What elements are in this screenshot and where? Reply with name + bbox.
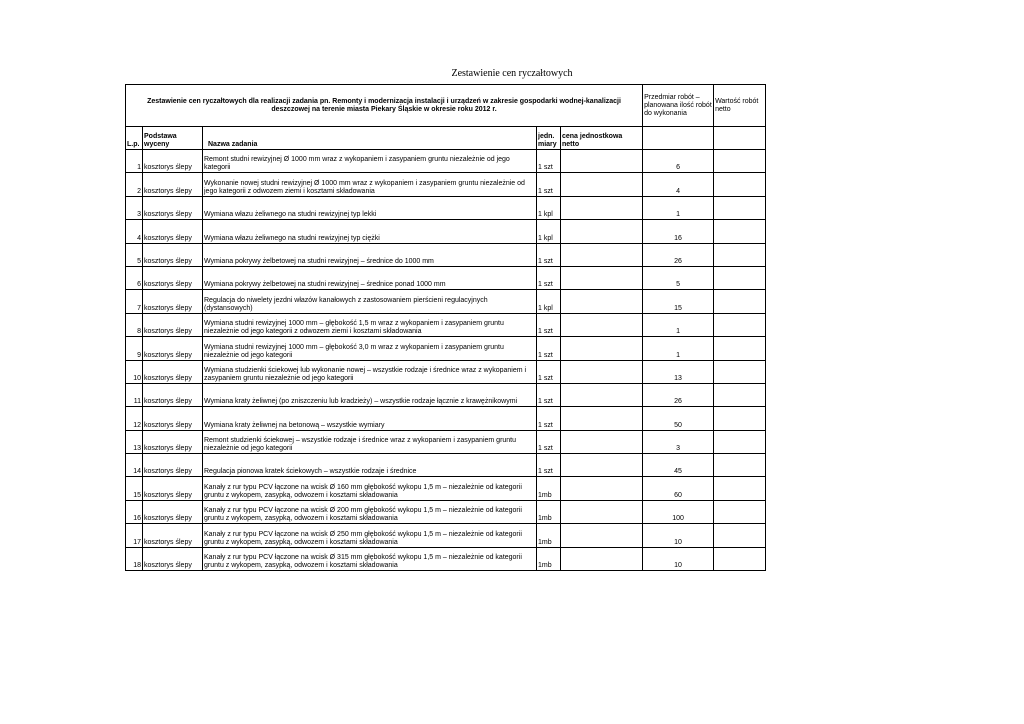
table-row	[126, 383, 766, 406]
row-quantity: 26	[643, 383, 714, 406]
row-lp: 3	[126, 196, 143, 219]
table-row	[126, 243, 766, 266]
row-unit-price	[561, 196, 643, 219]
header-planned-quantity: Przedmiar robót – planowana ilość robót do wykonania	[643, 85, 714, 127]
table-row	[126, 454, 766, 477]
row-unit-price	[561, 430, 643, 453]
col-unit: jedn. miary	[537, 127, 561, 150]
row-lp: 2	[126, 173, 143, 196]
row-unit: 1 szt	[537, 337, 561, 360]
row-net-value	[714, 477, 766, 500]
table-row	[126, 500, 766, 523]
row-basis: kosztorys ślepy	[143, 454, 203, 477]
row-net-value	[714, 313, 766, 336]
table-row	[126, 360, 766, 383]
row-task-name: Wymiana pokrywy żelbetowej na studni rewizyjnej – średnice do 1000 mm	[203, 243, 537, 266]
row-unit-price	[561, 407, 643, 430]
page-title: Zestawienie cen ryczałtowych	[451, 68, 573, 79]
table-row	[126, 524, 766, 547]
table-row	[126, 220, 766, 243]
row-unit-price	[561, 477, 643, 500]
row-quantity: 100	[643, 500, 714, 523]
row-lp: 12	[126, 407, 143, 430]
row-net-value	[714, 430, 766, 453]
table-row	[126, 266, 766, 289]
row-basis: kosztorys ślepy	[143, 220, 203, 243]
row-lp: 10	[126, 360, 143, 383]
col-value-empty	[714, 127, 766, 150]
row-unit: 1 szt	[537, 150, 561, 173]
column-header-row	[126, 127, 766, 150]
row-quantity: 50	[643, 407, 714, 430]
row-basis: kosztorys ślepy	[143, 150, 203, 173]
row-unit-price	[561, 524, 643, 547]
row-basis: kosztorys ślepy	[143, 290, 203, 313]
col-lp: L.p.	[126, 127, 143, 150]
row-unit-price	[561, 454, 643, 477]
row-lp: 6	[126, 266, 143, 289]
row-quantity: 10	[643, 547, 714, 570]
row-basis: kosztorys ślepy	[143, 243, 203, 266]
row-lp: 18	[126, 547, 143, 570]
row-basis: kosztorys ślepy	[143, 313, 203, 336]
row-unit: 1 kpl	[537, 290, 561, 313]
row-task-name: Wymiana pokrywy żelbetowej na studni rewizyjnej – średnice ponad 1000 mm	[203, 266, 537, 289]
table-title: Zestawienie cen ryczałtowych dla realizacji zadania pn. Remonty i modernizacja instalacji i urządzeń w zakresie gospodarki wodnej-kanalizacji deszczowej na terenie miasta Piekary Śląskie w okresie roku 2012 r.	[126, 85, 643, 127]
row-lp: 17	[126, 524, 143, 547]
table-row	[126, 407, 766, 430]
row-quantity: 15	[643, 290, 714, 313]
row-lp: 5	[126, 243, 143, 266]
row-task-name: Regulacja pionowa kratek ściekowych – wszystkie rodzaje i średnice	[203, 454, 537, 477]
row-unit-price	[561, 337, 643, 360]
row-task-name: Wymiana studzienki ściekowej lub wykonanie nowej – wszystkie rodzaje i średnice wraz z wykopaniem i zasypaniem gruntu niezależnie od jego kategorii	[203, 360, 537, 383]
row-quantity: 13	[643, 360, 714, 383]
row-net-value	[714, 500, 766, 523]
row-lp: 4	[126, 220, 143, 243]
row-unit-price	[561, 150, 643, 173]
row-unit-price	[561, 173, 643, 196]
row-basis: kosztorys ślepy	[143, 173, 203, 196]
row-task-name: Regulacja do niwelety jezdni włazów kanałowych z zastosowaniem pierścieni regulacyjnych (dystansowych)	[203, 290, 537, 313]
row-task-name: Kanały z rur typu PCV łączone na wcisk Ø 200 mm głębokość wykopu 1,5 m – niezależnie od kategorii gruntu z wykopem, zasypką, odwozem i kosztami składowania	[203, 500, 537, 523]
row-lp: 11	[126, 383, 143, 406]
row-net-value	[714, 243, 766, 266]
row-unit-price	[561, 547, 643, 570]
price-table	[125, 84, 766, 571]
row-unit: 1 szt	[537, 266, 561, 289]
row-net-value	[714, 524, 766, 547]
row-quantity: 1	[643, 196, 714, 219]
row-task-name: Remont studzienki ściekowej – wszystkie rodzaje i średnice wraz z wykopaniem i zasypaniem gruntu niezależnie od jego kategorii	[203, 430, 537, 453]
row-net-value	[714, 173, 766, 196]
col-quantity-empty	[643, 127, 714, 150]
row-basis: kosztorys ślepy	[143, 477, 203, 500]
row-net-value	[714, 196, 766, 219]
row-net-value	[714, 290, 766, 313]
row-unit: 1 szt	[537, 407, 561, 430]
row-basis: kosztorys ślepy	[143, 266, 203, 289]
row-unit: 1 kpl	[537, 196, 561, 219]
row-unit: 1 szt	[537, 313, 561, 336]
row-basis: kosztorys ślepy	[143, 547, 203, 570]
row-unit-price	[561, 243, 643, 266]
table-row	[126, 337, 766, 360]
row-net-value	[714, 360, 766, 383]
row-unit: 1mb	[537, 500, 561, 523]
row-unit-price	[561, 266, 643, 289]
row-basis: kosztorys ślepy	[143, 360, 203, 383]
row-unit: 1mb	[537, 477, 561, 500]
row-task-name: Wymiana włazu żeliwnego na studni rewizyjnej typ lekki	[203, 196, 537, 219]
row-net-value	[714, 266, 766, 289]
row-task-name: Wymiana kraty żeliwnej (po zniszczeniu lub kradzieży) – wszystkie rodzaje łącznie z krawężnikowymi	[203, 383, 537, 406]
row-lp: 8	[126, 313, 143, 336]
row-lp: 15	[126, 477, 143, 500]
row-lp: 1	[126, 150, 143, 173]
row-task-name: Kanały z rur typu PCV łączone na wcisk Ø 250 mm głębokość wykopu 1,5 m – niezależnie od kategorii gruntu z wykopem, zasypką, odwozem i kosztami składowania	[203, 524, 537, 547]
row-unit: 1 szt	[537, 243, 561, 266]
header-net-value: Wartość robót netto	[714, 85, 766, 127]
table-row	[126, 196, 766, 219]
row-net-value	[714, 383, 766, 406]
row-quantity: 16	[643, 220, 714, 243]
row-quantity: 6	[643, 150, 714, 173]
row-unit-price	[561, 383, 643, 406]
row-quantity: 45	[643, 454, 714, 477]
row-lp: 14	[126, 454, 143, 477]
row-quantity: 4	[643, 173, 714, 196]
row-lp: 16	[126, 500, 143, 523]
row-basis: kosztorys ślepy	[143, 500, 203, 523]
row-unit-price	[561, 313, 643, 336]
row-task-name: Kanały z rur typu PCV łączone na wcisk Ø 160 mm głębokość wykopu 1,5 m – niezależnie od kategorii gruntu z wykopem, zasypką, odwozem i kosztami składowania	[203, 477, 537, 500]
row-basis: kosztorys ślepy	[143, 430, 203, 453]
row-lp: 9	[126, 337, 143, 360]
row-unit: 1mb	[537, 524, 561, 547]
row-unit-price	[561, 500, 643, 523]
row-unit: 1 szt	[537, 383, 561, 406]
row-task-name: Kanały z rur typu PCV łączone na wcisk Ø 315 mm głębokość wykopu 1,5 m – niezależnie od kategorii gruntu z wykopem, zasypką, odwozem i kosztami składowania	[203, 547, 537, 570]
col-price: cena jednostkowa netto	[561, 127, 643, 150]
row-quantity: 1	[643, 313, 714, 336]
row-unit: 1 szt	[537, 173, 561, 196]
row-task-name: Remont studni rewizyjnej Ø 1000 mm wraz z wykopaniem i zasypaniem gruntu niezależnie od jego kategorii	[203, 150, 537, 173]
col-name: Nazwa zadania	[203, 127, 537, 150]
row-unit-price	[561, 220, 643, 243]
row-quantity: 5	[643, 266, 714, 289]
row-unit-price	[561, 290, 643, 313]
row-lp: 13	[126, 430, 143, 453]
table-row	[126, 150, 766, 173]
row-quantity: 60	[643, 477, 714, 500]
row-quantity: 1	[643, 337, 714, 360]
table-row	[126, 477, 766, 500]
row-net-value	[714, 150, 766, 173]
row-basis: kosztorys ślepy	[143, 337, 203, 360]
row-quantity: 3	[643, 430, 714, 453]
row-lp: 7	[126, 290, 143, 313]
table-header-row	[126, 85, 766, 127]
col-basis: Podstawa wyceny	[143, 127, 203, 150]
table-row	[126, 313, 766, 336]
row-net-value	[714, 337, 766, 360]
row-unit: 1 szt	[537, 430, 561, 453]
row-quantity: 26	[643, 243, 714, 266]
row-net-value	[714, 407, 766, 430]
row-quantity: 10	[643, 524, 714, 547]
row-basis: kosztorys ślepy	[143, 524, 203, 547]
row-task-name: Wymiana studni rewizyjnej 1000 mm – głębokość 3,0 m wraz z wykopaniem i zasypaniem gruntu niezależnie od jego kategorii	[203, 337, 537, 360]
row-net-value	[714, 547, 766, 570]
table-row	[126, 290, 766, 313]
row-basis: kosztorys ślepy	[143, 196, 203, 219]
row-unit: 1 szt	[537, 360, 561, 383]
row-task-name: Wymiana studni rewizyjnej 1000 mm – głębokość 1,5 m wraz z wykopaniem i zasypaniem gruntu niezależnie od jego kategorii z odwozem ziemi i kosztami składowania	[203, 313, 537, 336]
row-task-name: Wykonanie nowej studni rewizyjnej Ø 1000 mm wraz z wykopaniem i zasypaniem gruntu niezależnie od jego kategorii z odwozem ziemi i kosztami składowania	[203, 173, 537, 196]
table-row	[126, 173, 766, 196]
row-task-name: Wymiana włazu żeliwnego na studni rewizyjnej typ ciężki	[203, 220, 537, 243]
row-task-name: Wymiana kraty żeliwnej na betonową – wszystkie wymiary	[203, 407, 537, 430]
row-net-value	[714, 454, 766, 477]
table-row	[126, 430, 766, 453]
row-basis: kosztorys ślepy	[143, 407, 203, 430]
row-unit-price	[561, 360, 643, 383]
row-unit: 1 szt	[537, 454, 561, 477]
row-net-value	[714, 220, 766, 243]
table-row	[126, 547, 766, 570]
row-unit: 1mb	[537, 547, 561, 570]
row-unit: 1 kpl	[537, 220, 561, 243]
row-basis: kosztorys ślepy	[143, 383, 203, 406]
